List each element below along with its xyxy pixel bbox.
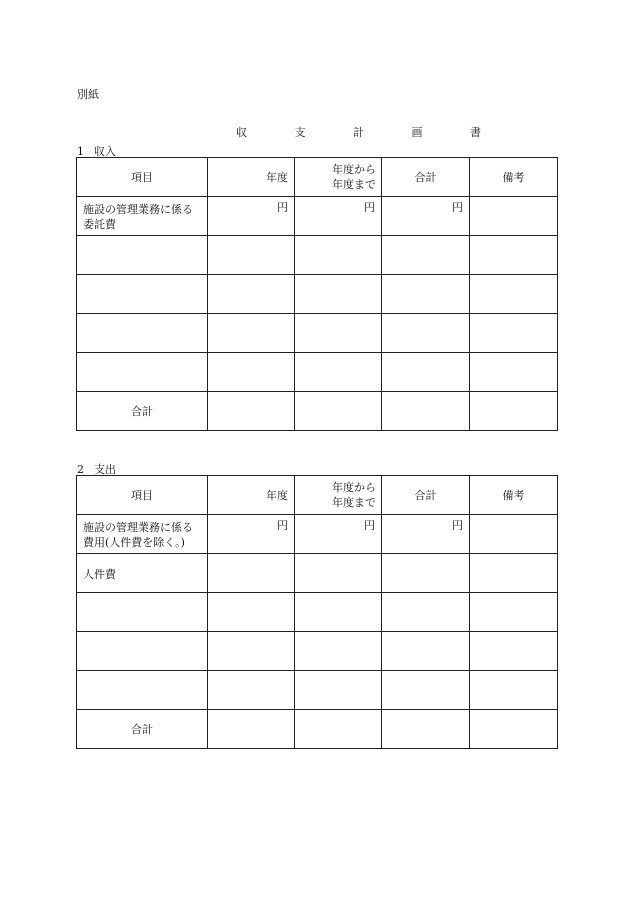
item-label-line: 施設の管理業務に係る: [83, 203, 193, 216]
column-header-year-range: [295, 158, 382, 197]
document-title: 収 支 計 画 書: [236, 126, 503, 139]
income-heading-label: 収入: [94, 145, 116, 158]
table-row: [77, 554, 558, 593]
notes-cell: [470, 515, 558, 554]
table-row: [77, 353, 558, 392]
yen-unit: 円: [208, 197, 295, 236]
expenditure-header-row: [77, 476, 558, 515]
income-heading-number: 1: [77, 145, 84, 158]
expenditure-item-cell: [77, 515, 208, 554]
expenditure-heading-number: 2: [77, 463, 84, 476]
table-row: [77, 197, 558, 236]
income-total-label: 合計: [77, 392, 208, 431]
year-range-to: 年度まで: [332, 496, 376, 509]
column-header-notes: 備考: [470, 476, 558, 515]
expenditure-heading-label: 支出: [94, 463, 116, 476]
yen-unit: 円: [295, 197, 382, 236]
table-row: [77, 275, 558, 314]
table-row: [77, 593, 558, 632]
table-row: [77, 236, 558, 275]
table-row: [77, 314, 558, 353]
item-label-line: 人件費: [83, 568, 116, 581]
income-header-row: [77, 158, 558, 197]
expenditure-item-cell: [77, 554, 208, 593]
income-item-cell: [77, 197, 208, 236]
column-header-notes: 備考: [470, 158, 558, 197]
attachment-label: 別紙: [77, 88, 99, 101]
item-label-line: 施設の管理業務に係る: [83, 521, 193, 534]
column-header-year: 年度: [208, 476, 295, 515]
column-header-item: 項目: [77, 476, 208, 515]
yen-unit: 円: [382, 515, 470, 554]
table-row: [77, 632, 558, 671]
yen-unit: 円: [382, 197, 470, 236]
table-row: [77, 515, 558, 554]
column-header-year-range: [295, 476, 382, 515]
year-range-from: 年度から: [332, 481, 376, 494]
item-label-line: 委託費: [83, 218, 116, 231]
income-table: [76, 157, 558, 431]
yen-unit: 円: [208, 515, 295, 554]
notes-cell: [470, 197, 558, 236]
expenditure-total-label: 合計: [77, 710, 208, 749]
expenditure-table: [76, 475, 558, 749]
column-header-total: 合計: [382, 476, 470, 515]
expenditure-total-row: [77, 710, 558, 749]
income-total-row: [77, 392, 558, 431]
year-range-from: 年度から: [332, 163, 376, 176]
column-header-total: 合計: [382, 158, 470, 197]
year-range-to: 年度まで: [332, 178, 376, 191]
item-label-line: 費用(人件費を除く。): [83, 536, 185, 549]
yen-unit: 円: [295, 515, 382, 554]
column-header-year: 年度: [208, 158, 295, 197]
table-row: [77, 671, 558, 710]
column-header-item: 項目: [77, 158, 208, 197]
